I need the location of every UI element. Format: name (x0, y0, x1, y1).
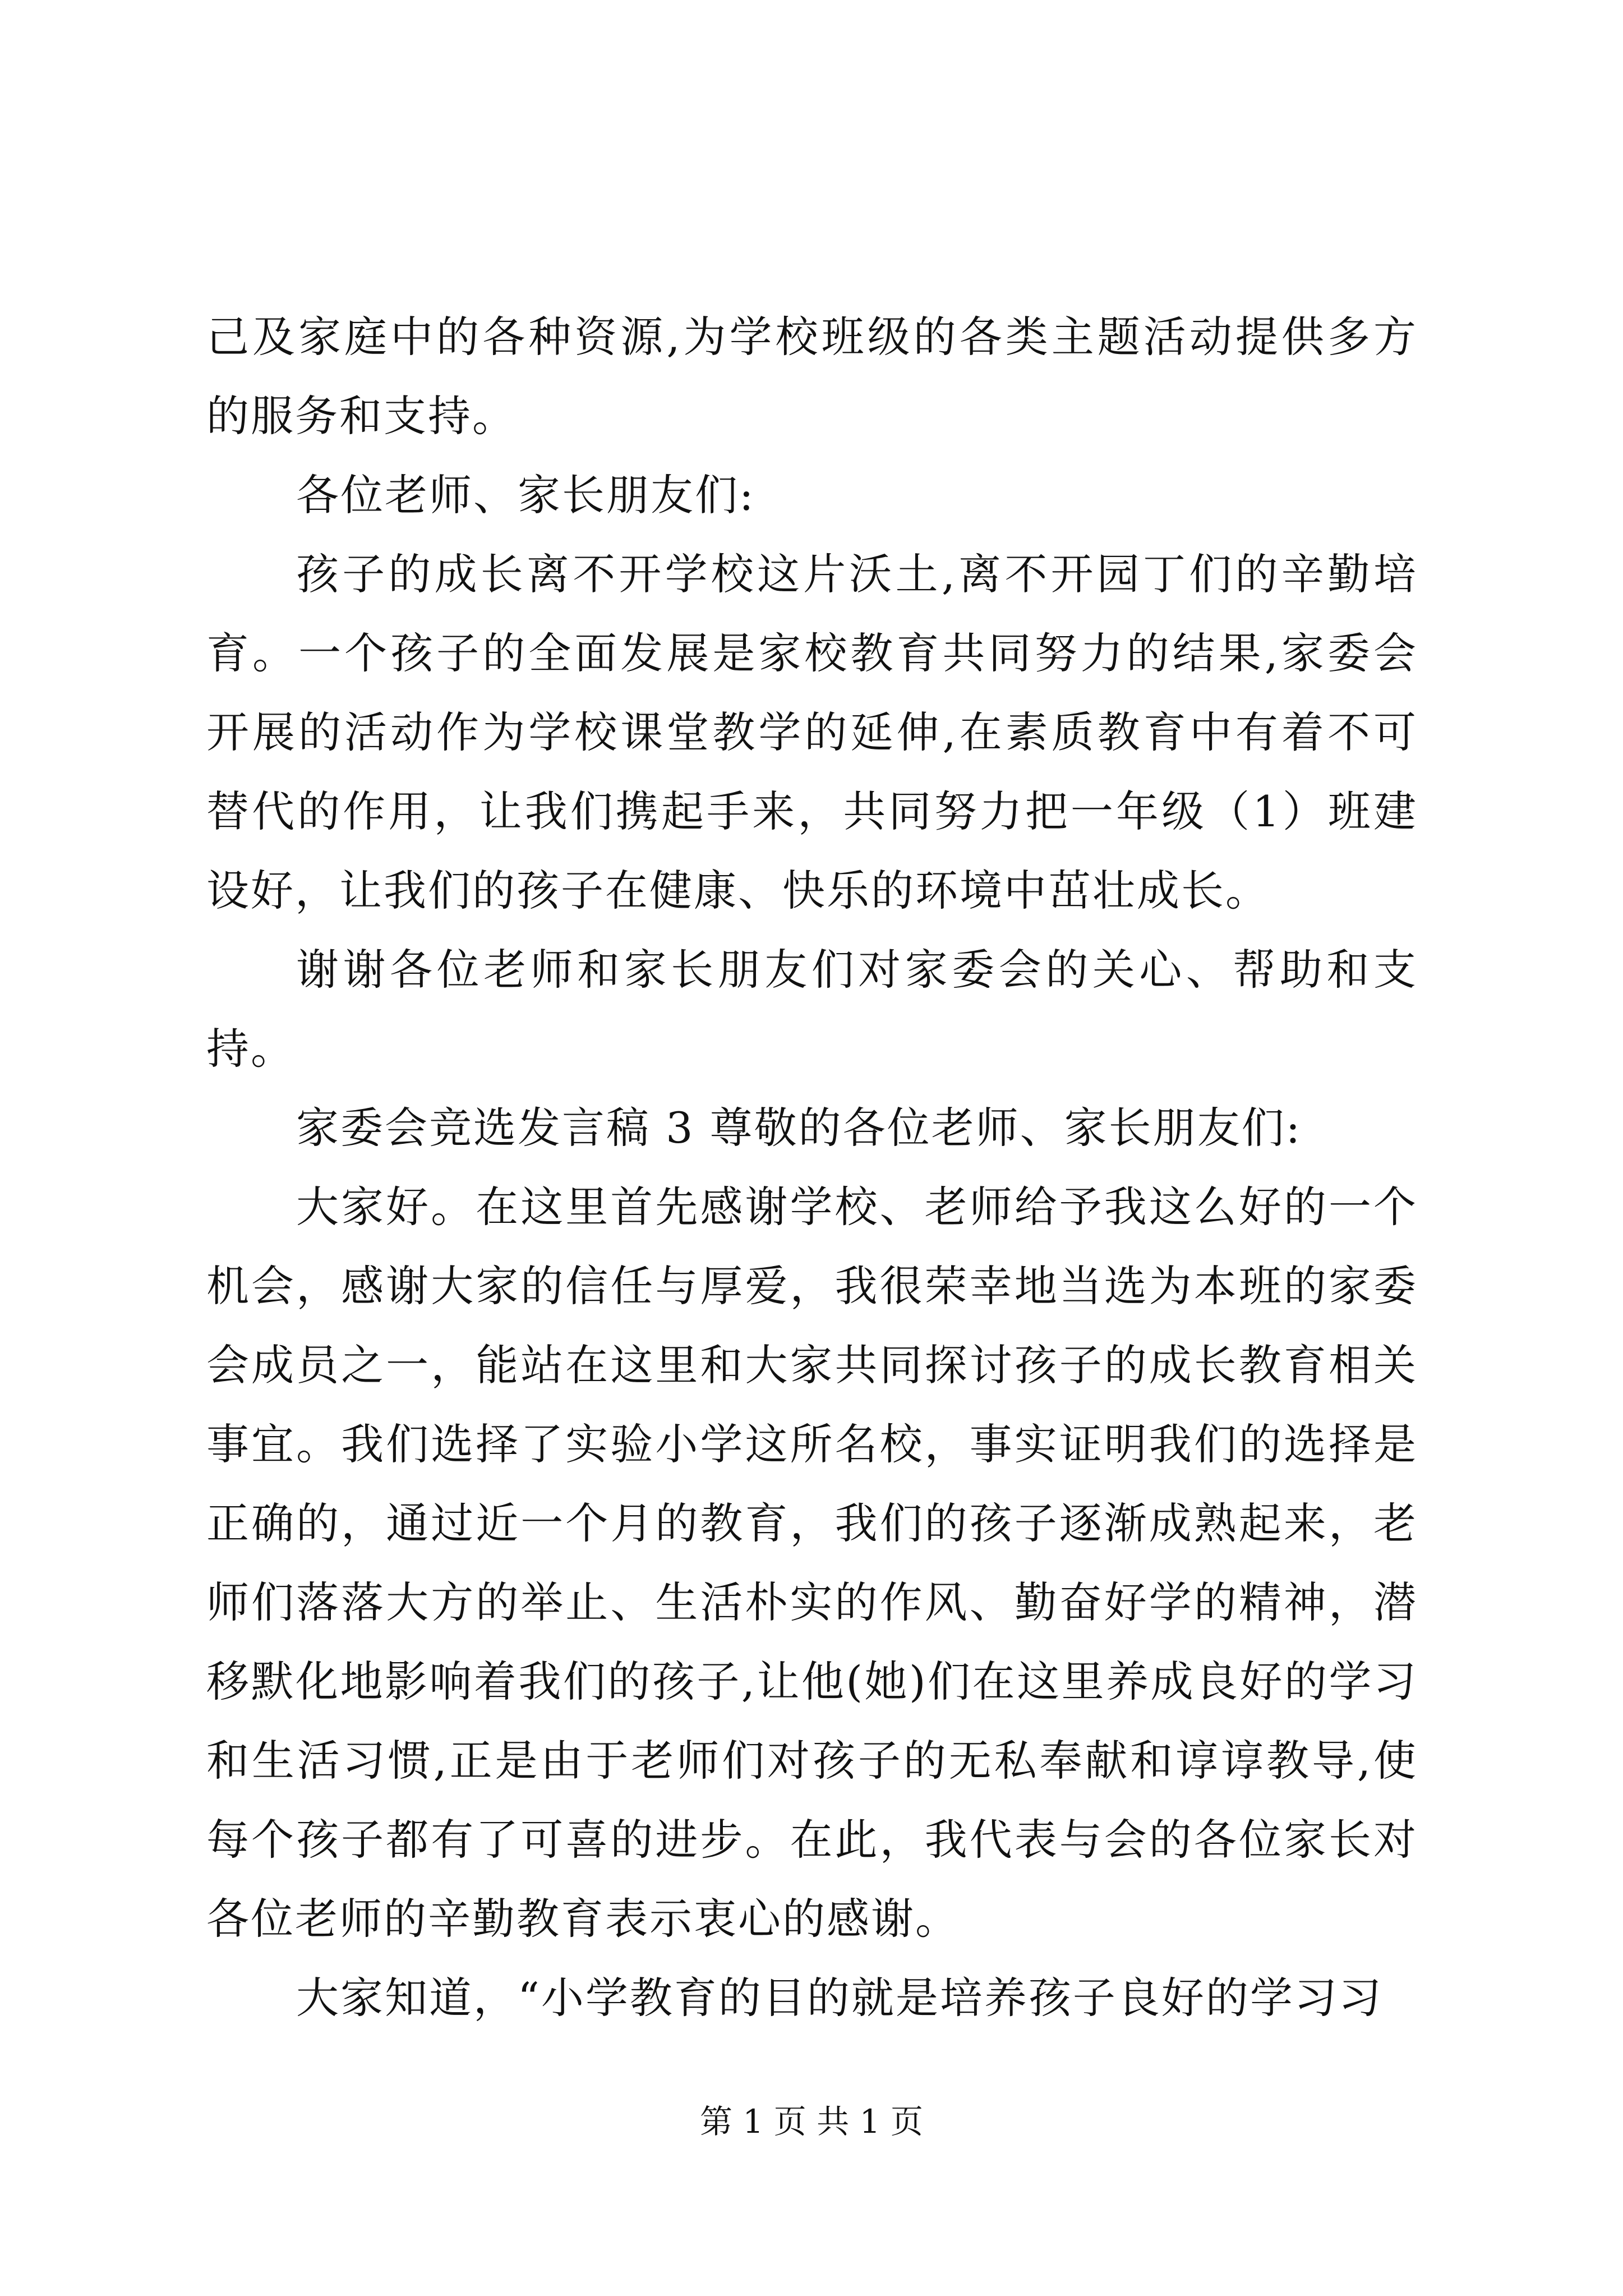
paragraph-thanks: 谢谢各位老师和家长朋友们对家委会的关心、帮助和支持。 (206, 945, 1418, 1074)
paragraph-salutation: 各位老师、家长朋友们: (296, 470, 755, 520)
document-body (206, 297, 1418, 2037)
paragraph-education-goal: 大家知道，“小学教育的目的就是培养孩子良好的学习习 (296, 1973, 1383, 2023)
paragraph-speech-3-heading: 家委会竞选发言稿 3 尊敬的各位老师、家长朋友们: (296, 1103, 1302, 1153)
page-footer (0, 2099, 1623, 2144)
page-number-label: 第 1 页 共 1 页 (700, 2102, 923, 2141)
paragraph-child-growth: 孩子的成长离不开学校这片沃土,离不开园丁们的辛勤培育。一个孩子的全面发展是家校教育共同努力的结果,家委会开展的活动作为学校课堂教学的延伸,在素质教育中有着不可替代的作用，让我们携起手来，共同努力把一年级（1）班建设好，让我们的孩子在健康、快乐的环境中茁壮成长。 (206, 549, 1418, 915)
paragraph-greeting-body: 大家好。在这里首先感谢学校、老师给予我这么好的一个机会，感谢大家的信任与厚爱，我很荣幸地当选为本班的家委会成员之一，能站在这里和大家共同探讨孩子的成长教育相关事宜。我们选择了实验小学这所名校，事实证明我们的选择是正确的，通过近一个月的教育，我们的孩子逐渐成熟起来，老师们落落大方的举止、生活朴实的作风、勤奋好学的精神，潜移默化地影响着我们的孩子,让他(她)们在这里养成良好的学习和生活习惯,正是由于老师们对孩子的无私奉献和谆谆教导,使每个孩子都有了可喜的进步。在此，我代表与会的各位家长对各位老师的辛勤教育表示衷心的感谢。 (206, 1182, 1418, 1944)
paragraph-resources-continuation: 己及家庭中的各种资源,为学校班级的各类主题活动提供多方的服务和支持。 (206, 312, 1418, 441)
